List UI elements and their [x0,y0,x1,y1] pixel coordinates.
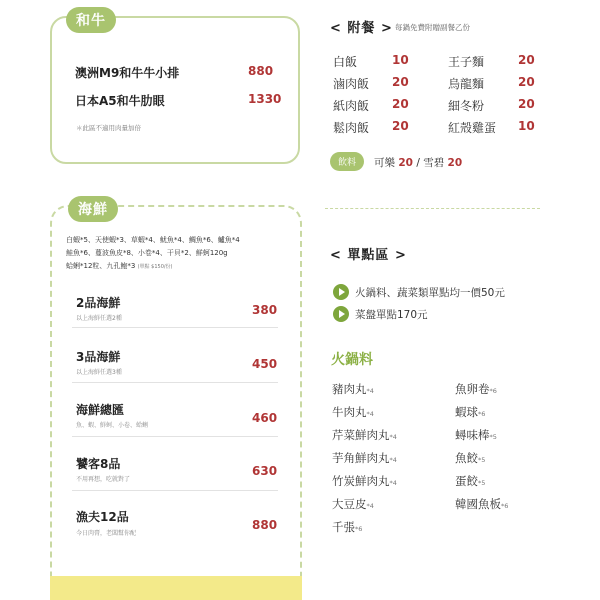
seafood-item-sub: 不用再想，吃就對了 [76,476,131,483]
drink-name: 可樂 [374,157,395,169]
hotpot-item-name: 千張 [332,520,355,534]
side-item-name: 滷肉飯 [333,77,370,91]
seafood-item-sub: 以上海鮮任選3種 [76,369,122,376]
hotpot-item-qty: *4 [389,456,397,464]
footer-bar [50,576,302,600]
side-item-price: 20 [392,97,409,111]
seafood-item-price: 450 [252,357,278,371]
hotpot-item-qty: *4 [389,479,397,487]
side-item-name: 王子麵 [448,55,485,69]
seafood-item-title: 饕客8品 [76,457,121,471]
seafood-list-line: 鮭魚*6、蔓波魚皮*8、小卷*4、干貝*2、鮮蚵120g [66,248,228,257]
divider [72,490,278,491]
hotpot-item-name: 韓國魚板 [455,497,501,511]
seafood-item-price: 630 [252,464,278,478]
side-item-price: 20 [518,97,535,111]
seafood-item-price: 880 [252,518,278,532]
hotpot-item-qty: *4 [366,502,374,510]
hotpot-item [332,404,374,420]
hotpot-item-qty: *4 [366,410,374,418]
hotpot-item-qty: *6 [501,502,509,510]
seafood-list-line [66,260,298,273]
wagyu-item-price: 1330 [248,92,282,106]
seafood-item-title: 2品海鮮 [76,296,121,310]
divider [72,436,278,437]
wagyu-item-name: 澳洲M9和牛牛小排 [75,66,180,80]
side-item-price: 20 [392,119,409,133]
seafood-item-sub: 魚、蝦、鮮蚵、小卷、蛤蜊 [76,422,149,429]
seafood-item-title: 3品海鮮 [76,350,121,364]
hotpot-item-qty: *4 [389,433,397,441]
hotpot-item [332,473,397,489]
hotpot-item-qty: *6 [489,387,497,395]
hotpot-item-name: 牛肉丸 [332,405,367,419]
side-item-name: 烏龍麵 [448,77,485,91]
hotpot-item [332,450,397,466]
side-item-name: 白飯 [333,55,358,69]
wagyu-card [50,16,300,164]
seafood-item-price: 380 [252,303,278,317]
divider [72,327,278,328]
side-item-price: 20 [518,75,535,89]
hotpot-item [455,427,497,443]
hotpot-item [455,404,485,420]
sides-title: < 附餐 > [330,21,393,36]
hotpot-item-name: 竹炭鮮肉丸 [332,474,390,488]
seafood-list-note: (單點 $150/份) [137,263,173,270]
drink-badge: 飲料 [330,152,364,171]
seafood-item-title: 海鮮總匯 [76,403,125,417]
hotpot-item-qty: *6 [478,410,486,418]
hotpot-item-name: 蝦球 [455,405,478,419]
side-item-price: 10 [518,119,535,133]
wagyu-item-name: 日本A5和牛肋眼 [75,94,165,108]
hotpot-item-name: 魚卵卷 [455,382,490,396]
hotpot-item-name: 蛋餃 [455,474,478,488]
side-item-price: 20 [392,75,409,89]
drink-info [374,155,462,170]
side-item-name: 細冬粉 [448,99,485,113]
hotpot-item-name: 大豆皮 [332,497,367,511]
divider [72,382,278,383]
seafood-options-list [66,234,298,273]
side-item-price: 20 [518,53,535,67]
hotpot-item [332,519,362,535]
side-item-name: 紙肉飯 [333,99,370,113]
sides-note: 每鍋免費附贈副餐乙份 [395,23,470,32]
single-bullet: 火鍋料、蔬菜類單點均一價50元 [355,287,505,299]
drink-price: 20 [447,157,463,169]
hotpot-item [332,496,374,512]
section-divider [325,208,540,209]
hotpot-item-qty: *5 [478,479,486,487]
hotpot-item-qty: *5 [478,456,486,464]
wagyu-item-price: 880 [248,64,274,78]
seafood-item-sub: 以上海鮮任選2種 [76,315,122,322]
hotpot-item-qty: *4 [366,387,374,395]
seafood-list-main: 蛤蜊*12粒、九孔鮑*3 [66,261,136,270]
single-bullet: 菜盤單點170元 [355,309,428,321]
side-item-name: 紅殼雞蛋 [448,121,497,135]
seafood-list-line: 白蝦*5、天使蝦*3、草蝦*4、魷魚*4、鯛魚*6、鱸魚*4 [66,236,240,244]
seafood-item-price: 460 [252,411,278,425]
hotpot-item [332,427,397,443]
drink-price: 20 [398,157,413,169]
hotpot-item-qty: *6 [355,525,363,533]
side-item-price: 10 [392,53,409,67]
hotpot-item [455,473,485,489]
hotpot-item-name: 豬肉丸 [332,382,367,396]
drink-name: 雪碧 [423,157,445,169]
hotpot-item-name: 芹菜鮮肉丸 [332,428,390,442]
wagyu-note: ＊此區不適用肉量加倍 [76,124,141,132]
hotpot-item-name: 魚餃 [455,451,478,465]
hotpot-item [455,496,508,512]
play-bullet-icon [333,284,349,300]
hotpot-item-qty: *5 [489,433,497,441]
play-bullet-icon [333,306,349,322]
hotpot-item [332,381,374,397]
seafood-tag: 海鮮 [68,196,118,222]
hotpot-item [455,381,497,397]
drink-separator: / [416,157,420,169]
side-item-name: 鬆肉飯 [333,121,370,135]
hotpot-title: 火鍋料 [331,352,373,368]
hotpot-item [455,450,485,466]
hotpot-item-name: 蟳味棒 [455,428,490,442]
wagyu-tag: 和牛 [66,7,116,33]
seafood-item-title: 漁夫12品 [76,510,129,524]
single-title: < 單點區 > [330,248,407,263]
seafood-item-sub: 今日肉膏，老闆幫你配 [76,530,137,537]
hotpot-item-name: 芋角鮮肉丸 [332,451,390,465]
